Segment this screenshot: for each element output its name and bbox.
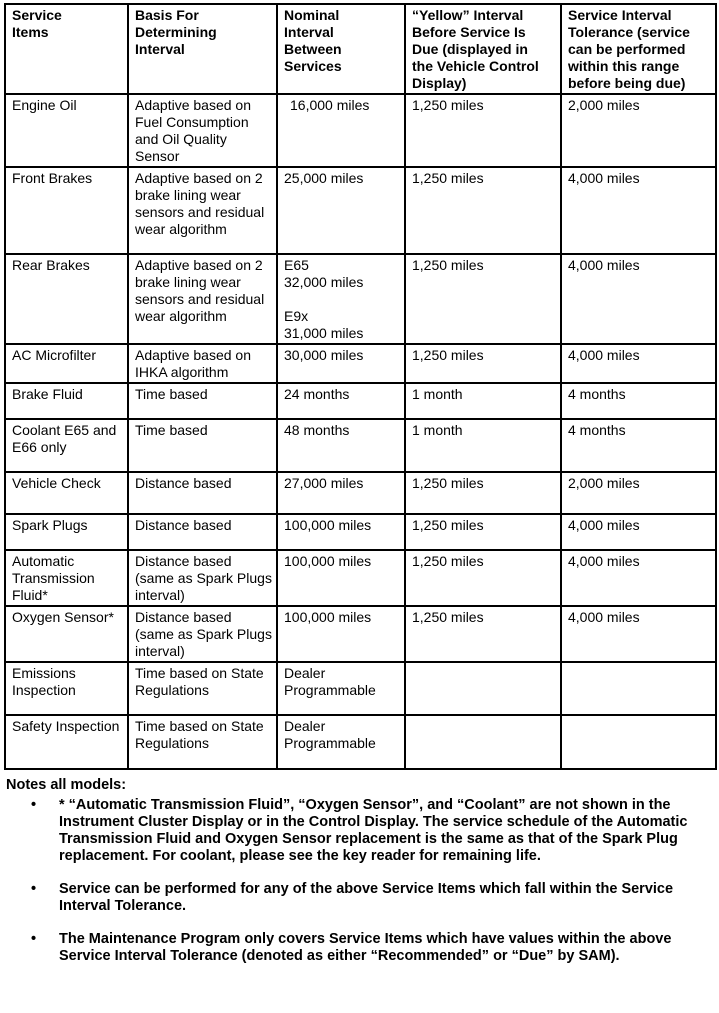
notes-list — [6, 797, 706, 965]
header-service-items: Service Items — [6, 5, 129, 95]
table-row — [6, 384, 717, 420]
nominal-interval: 24 months — [278, 384, 406, 420]
basis: Adaptive based on 2 brake lining wear sensors and residual wear algorithm — [129, 255, 278, 345]
header-nominal-interval: Nominal Interval Between Services — [278, 5, 406, 95]
table-row — [6, 168, 717, 255]
nominal-interval: 100,000 miles — [278, 515, 406, 551]
service-item: Automatic Transmission Fluid* — [6, 551, 129, 607]
yellow-interval — [406, 716, 562, 770]
service-item: Front Brakes — [6, 168, 129, 255]
tolerance: 4,000 miles — [562, 168, 717, 255]
tolerance: 4,000 miles — [562, 551, 717, 607]
tolerance: 4,000 miles — [562, 515, 717, 551]
bullet-icon: • — [31, 881, 37, 897]
yellow-interval: 1,250 miles — [406, 607, 562, 663]
nominal-interval: 100,000 miles — [278, 551, 406, 607]
tolerance: 4,000 miles — [562, 345, 717, 384]
yellow-interval: 1,250 miles — [406, 95, 562, 168]
basis: Adaptive based on 2 brake lining wear sensors and residual wear algorithm — [129, 168, 278, 255]
tolerance: 4 months — [562, 420, 717, 473]
note-text: * “Automatic Transmission Fluid”, “Oxygen Sensor”, and “Coolant” are not shown in the Instrument Cluster Display or in the Control Display. The service schedule of the Automatic Transmission Fluid and Oxygen Sensor replacement is the same as that of the Spark Plug replacement. For coolant, please see the key reader for remaining life. — [59, 797, 688, 864]
header-yellow-interval: “Yellow” Interval Before Service Is Due (displayed in the Vehicle Control Display) — [406, 5, 562, 95]
basis: Distance based (same as Spark Plugs interval) — [129, 607, 278, 663]
nominal-interval: 48 months — [278, 420, 406, 473]
service-item: Coolant E65 and E66 only — [6, 420, 129, 473]
yellow-interval: 1,250 miles — [406, 515, 562, 551]
nominal-interval: Dealer Programmable — [278, 663, 406, 716]
service-item: Engine Oil — [6, 95, 129, 168]
header-row — [6, 5, 717, 95]
tolerance: 2,000 miles — [562, 95, 717, 168]
nominal-interval: 16,000 miles — [278, 95, 406, 168]
nominal-model-label: E65 — [284, 257, 309, 273]
yellow-interval: 1 month — [406, 420, 562, 473]
table-row — [6, 95, 717, 168]
yellow-interval: 1,250 miles — [406, 473, 562, 515]
tolerance: 2,000 miles — [562, 473, 717, 515]
note-text: The Maintenance Program only covers Service Items which have values within the above Service Interval Tolerance (denoted as either “Recommended” or “Due” by SAM). — [59, 931, 672, 964]
tolerance: 4,000 miles — [562, 255, 717, 345]
yellow-interval: 1,250 miles — [406, 168, 562, 255]
basis: Distance based — [129, 473, 278, 515]
table-row — [6, 607, 717, 663]
header-basis: Basis For Determining Interval — [129, 5, 278, 95]
nominal-value: 32,000 miles — [284, 274, 364, 290]
nominal-interval: 27,000 miles — [278, 473, 406, 515]
basis: Time based on State Regulations — [129, 716, 278, 770]
notes-title: Notes all models: — [6, 777, 127, 793]
service-item: AC Microfilter — [6, 345, 129, 384]
basis: Adaptive based on IHKA algorithm — [129, 345, 278, 384]
basis: Time based on State Regulations — [129, 663, 278, 716]
nominal-interval: Dealer Programmable — [278, 716, 406, 770]
table-row — [6, 473, 717, 515]
nominal-interval: 100,000 miles — [278, 607, 406, 663]
tolerance: 4 months — [562, 384, 717, 420]
table-row — [6, 420, 717, 473]
service-item: Brake Fluid — [6, 384, 129, 420]
bullet-icon: • — [31, 797, 37, 813]
basis: Time based — [129, 420, 278, 473]
note-item — [6, 931, 706, 965]
basis: Distance based — [129, 515, 278, 551]
nominal-interval: 25,000 miles — [278, 168, 406, 255]
service-item: Rear Brakes — [6, 255, 129, 345]
table-row — [6, 716, 717, 770]
table-row — [6, 663, 717, 716]
basis: Adaptive based on Fuel Consumption and Oil Quality Sensor — [129, 95, 278, 168]
bullet-icon: • — [31, 931, 37, 947]
note-item — [6, 881, 706, 915]
table-row — [6, 255, 717, 345]
table-row — [6, 515, 717, 551]
tolerance — [562, 716, 717, 770]
service-item: Safety Inspection — [6, 716, 129, 770]
yellow-interval: 1,250 miles — [406, 345, 562, 384]
yellow-interval: 1,250 miles — [406, 255, 562, 345]
header-tolerance: Service Interval Tolerance (service can be performed within this range before being due) — [562, 5, 717, 95]
table-row — [6, 345, 717, 384]
service-interval-table — [4, 3, 717, 770]
yellow-interval: 1,250 miles — [406, 551, 562, 607]
basis: Time based — [129, 384, 278, 420]
nominal-value: 31,000 miles — [284, 325, 364, 341]
notes-section — [6, 777, 706, 981]
service-item: Spark Plugs — [6, 515, 129, 551]
yellow-interval — [406, 663, 562, 716]
service-item: Vehicle Check — [6, 473, 129, 515]
nominal-model-label: E9x — [284, 308, 309, 324]
note-text: Service can be performed for any of the above Service Items which fall within the Service Interval Tolerance. — [59, 881, 674, 914]
nominal-interval: 30,000 miles — [278, 345, 406, 384]
tolerance — [562, 663, 717, 716]
service-item: Emissions Inspection — [6, 663, 129, 716]
yellow-interval: 1 month — [406, 384, 562, 420]
nominal-interval — [278, 255, 406, 345]
basis: Distance based (same as Spark Plugs interval) — [129, 551, 278, 607]
note-item — [6, 797, 706, 865]
service-item: Oxygen Sensor* — [6, 607, 129, 663]
tolerance: 4,000 miles — [562, 607, 717, 663]
table-row — [6, 551, 717, 607]
